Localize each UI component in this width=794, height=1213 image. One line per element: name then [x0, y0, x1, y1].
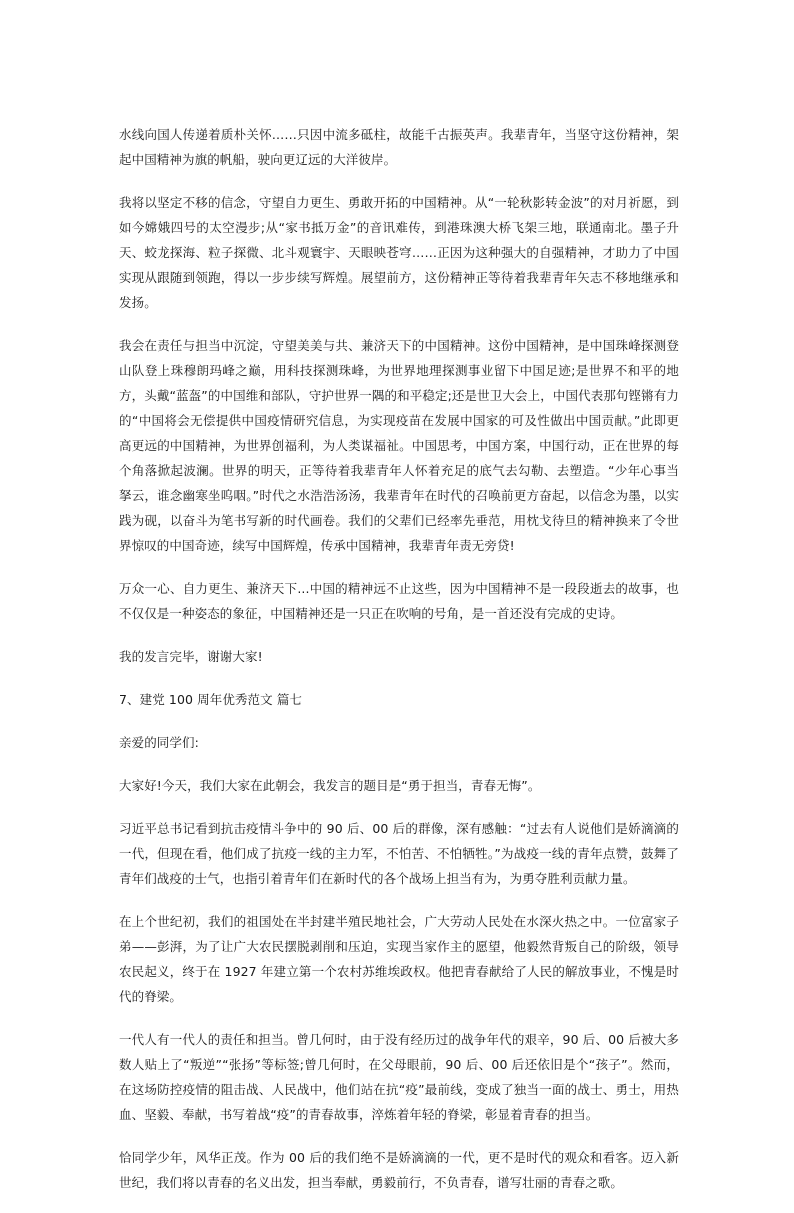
- paragraph-youth: 恰同学少年，风华正茂。作为 00 后的我们绝不是娇滴滴的一代，更不是时代的观众和看客。迈入新世纪，我们将以青春的名义出发，担当奉献，勇毅前行，不负青春，谱写壮丽的青春之歌。: [119, 1150, 679, 1190]
- paragraph-generation: 一代人有一代人的责任和担当。曾几何时，由于没有经历过的战争年代的艰辛，90 后、00 后被大多数人贴上了“叛逆”“张扬”等标签;曾几何时，在父母眼前，90 后、00 后还依旧是个“孩子”。然而，在这场防控疫情的阻击战、人民战中，他们站在抗“疫”最前线，变成了独当一面的战士、勇士，用热血、坚毅、奉献，书写着战“疫”的青春故事，淬炼着年轻的脊梁，彰显着青春的担当。: [119, 1032, 679, 1122]
- salutation: 亲爱的同学们:: [119, 735, 199, 750]
- paragraph-xi-quote: 习近平总书记看到抗击疫情斗争中的 90 后、00 后的群像，深有感触：“过去有人说他们是娇滴滴的一代，但现在看，他们成了抗疫一线的主力军，不怕苦、不怕牺牲。”为战疫一线的青年点赞，鼓舞了青年们战疫的士气，也指引着青年们在新时代的各个战场上担当有为，为勇夺胜利贡献力量。: [119, 821, 679, 886]
- paragraph-self-reliance: 我将以坚定不移的信念，守望自力更生、勇敢开拓的中国精神。从“一轮秋影转金波”的对月祈愿，到如今嫦娥四号的太空漫步;从“家书抵万金”的音讯难传，到港珠澳大桥飞架三地，联通南北。墨子升天、蛟龙探海、粒子探微、北斗观寰宇、天眼映苍穹……正因为这种强大的自强精神，才助力了中国实现从跟随到领跑，得以一步步续写辉煌。展望前方，这份精神正等待着我辈青年矢志不移地继承和发扬。: [119, 195, 679, 310]
- paragraph-spirit-summary: 万众一心、自力更生、兼济天下...中国的精神远不止这些，因为中国精神不是一段段逝去的故事，也不仅仅是一种姿态的象征，中国精神还是一只正在吹响的号角，是一首还没有完成的史诗。: [119, 581, 679, 621]
- paragraph-responsibility: 我会在责任与担当中沉淀，守望美美与共、兼济天下的中国精神。这份中国精神，是中国珠峰探测登山队登上珠穆朗玛峰之巅，用科技探测珠峰，为世界地理探测事业留下中国足迹;是世界不和平的地方，头戴“蓝盔”的中国维和部队，守护世界一隅的和平稳定;还是世卫大会上，中国代表那句铿锵有力的“中国将会无偿提供中国疫情研究信息，为实现疫苗在发展中国家的可及性做出中国贡献。”此即更高更远的中国精神，为世界创福利，为人类谋福祉。中国思考，中国方案，中国行动，正在世界的每个角落掀起波澜。世界的明天，正等待着我辈青年人怀着充足的底气去勾勒、去塑造。“少年心事当拏云，谁念幽寒坐呜咽。”时代之水浩浩汤汤，我辈青年在时代的召唤前更方奋起，以信念为墨，以实践为砚，以奋斗为笔书写新的时代画卷。我们的父辈们已经率先垂范，用枕戈待旦的精神换来了令世界惊叹的中国奇迹，续写中国辉煌，传承中国精神，我辈青年责无旁贷!: [119, 338, 679, 553]
- document-page: [119, 122, 679, 1213]
- paragraph-spirit-sail: 水线向国人传递着质朴关怀……只因中流多砥柱，故能千古振英声。我辈青年，当坚守这份精神，架起中国精神为旗的帆船，驶向更辽远的大洋彼岸。: [119, 127, 679, 167]
- paragraph-greeting: 大家好!今天，我们大家在此朝会，我发言的题目是“勇于担当，青春无悔”。: [119, 778, 541, 793]
- section-heading: 7、建党 100 周年优秀范文 篇七: [119, 692, 303, 707]
- paragraph-closing: 我的发言完毕，谢谢大家!: [119, 649, 263, 664]
- paragraph-peng-pai: 在上个世纪初，我们的祖国处在半封建半殖民地社会，广大劳动人民处在水深火热之中。一位富家子弟——彭湃，为了让广大农民摆脱剥削和压迫，实现当家作主的愿望，他毅然背叛自己的阶级，领导农民起义，终于在 1927 年建立第一个农村苏维埃政权。他把青春献给了人民的解放事业，不愧是时代的脊梁。: [119, 914, 679, 1004]
